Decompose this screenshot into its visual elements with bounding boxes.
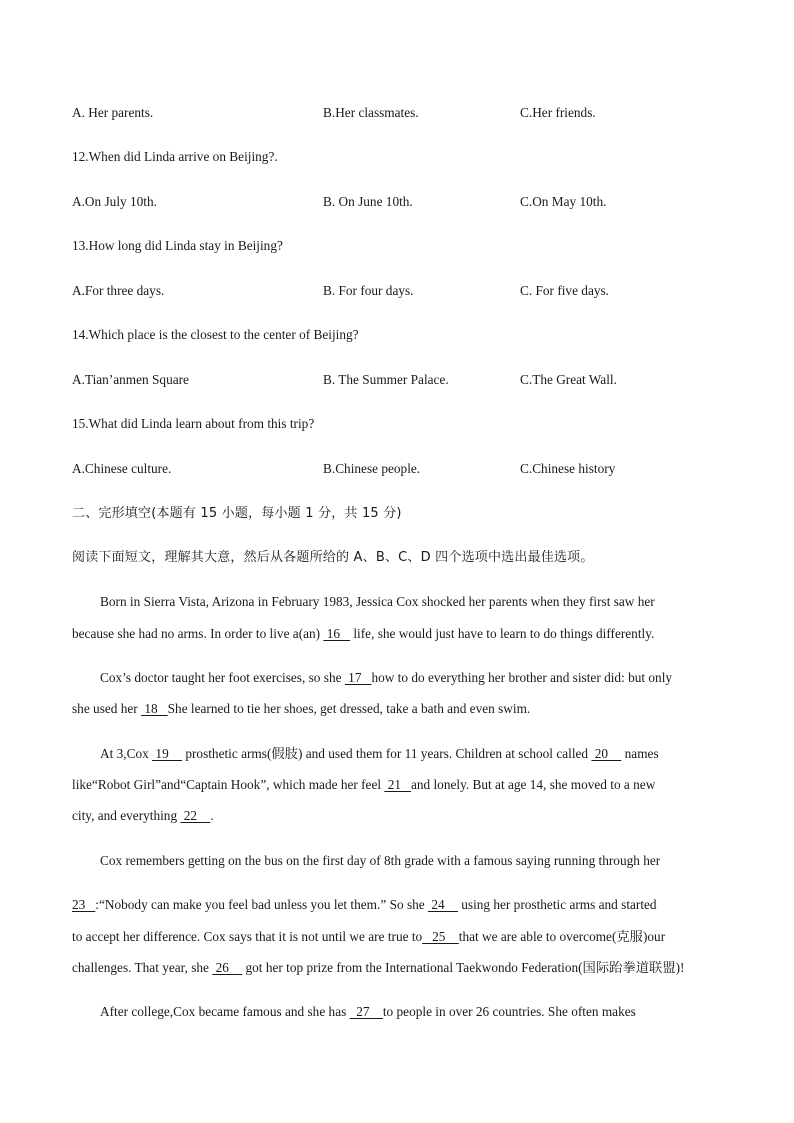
q12-option-b: B. On June 10th. <box>323 194 413 209</box>
q14-question: 14.Which place is the closest to the center of Beijing? <box>72 327 359 342</box>
blank-18: 18 <box>141 701 168 716</box>
passage-p2-line2: she used her 18 She learned to tie her shoes, get dressed, take a bath and even swim. <box>72 701 531 716</box>
q13-question: 13.How long did Linda stay in Beijing? <box>72 238 283 253</box>
blank-19: 19 <box>152 746 183 761</box>
q11-option-a: A. Her parents. <box>72 105 154 120</box>
q11-option-c: C.Her friends. <box>520 105 596 120</box>
blank-21: 21 <box>384 777 411 792</box>
q15-option-b: B.Chinese people. <box>323 461 421 476</box>
passage-p3-line2: like“Robot Girl”and“Captain Hook”, which made her feel 21 and lonely. But at age 14, she moved to a new <box>72 777 656 792</box>
q13-option-a: A.For three days. <box>72 283 165 298</box>
passage-p3-line3: city, and everything 22 . <box>72 808 214 823</box>
q12-option-c: C.On May 10th. <box>520 194 607 209</box>
passage-p5-line1: After college,Cox became famous and she has 27 to people in over 26 countries. She often makes <box>100 1004 636 1019</box>
blank-27: 27 <box>349 1004 383 1019</box>
passage-p4-line3: to accept her difference. Cox says that it is not until we are true to 25 that we are able to overcome(克服)our <box>72 929 666 944</box>
q11-option-b: B.Her classmates. <box>323 105 419 120</box>
q12-option-a: A.On July 10th. <box>72 194 157 209</box>
passage-p1-line2: because she had no arms. In order to live a(an) 16 life, she would just have to learn to do things differently. <box>72 626 655 641</box>
q13-option-c: C. For five days. <box>520 283 610 298</box>
q15-option-c: C.Chinese history <box>520 461 616 476</box>
blank-20: 20 <box>591 746 622 761</box>
q14-option-b: B. The Summer Palace. <box>323 372 449 387</box>
blank-26: 26 <box>212 960 243 975</box>
blank-24: 24 <box>428 897 458 912</box>
passage-p4-line4: challenges. That year, she 26 got her top prize from the International Taekwondo Federation(国际跆拳道联盟)! <box>72 960 685 975</box>
passage-p1-line1: Born in Sierra Vista, Arizona in February 1983, Jessica Cox shocked her parents when they first saw her <box>100 594 655 609</box>
passage-p2-line1: Cox’s doctor taught her foot exercises, so she 17 how to do everything her brother and sister did: but only <box>100 670 673 685</box>
q13-option-b: B. For four days. <box>323 283 414 298</box>
section-instruction: 阅读下面短文，理解其大意，然后从各题所给的 A、B、C、D 四个选项中选出最佳选项。 <box>72 550 594 565</box>
passage-p3-line1: At 3,Cox 19 prosthetic arms(假肢) and used them for 11 years. Children at school called 20 names <box>100 746 659 761</box>
passage-p4-line1: Cox remembers getting on the bus on the first day of 8th grade with a famous saying running through her <box>100 853 661 868</box>
blank-22: 22 <box>180 808 211 823</box>
section-heading: 二、完形填空(本题有 15 小题，每小题 1 分，共 15 分) <box>72 506 402 521</box>
blank-17: 17 <box>344 670 372 685</box>
blank-25: 25 <box>422 929 459 944</box>
blank-23: 23 <box>72 897 96 912</box>
blank-16: 16 <box>323 626 351 641</box>
q15-question: 15.What did Linda learn about from this trip? <box>72 416 315 431</box>
q15-option-a: A.Chinese culture. <box>72 461 172 476</box>
q12-question: 12.When did Linda arrive on Beijing?. <box>72 149 278 164</box>
q14-option-a: A.Tian’anmen Square <box>72 372 189 387</box>
q14-option-c: C.The Great Wall. <box>520 372 617 387</box>
passage-p4-line2: 23 :“Nobody can make you feel bad unless you let them.” So she 24 using her prosthetic arms and started <box>72 897 657 912</box>
